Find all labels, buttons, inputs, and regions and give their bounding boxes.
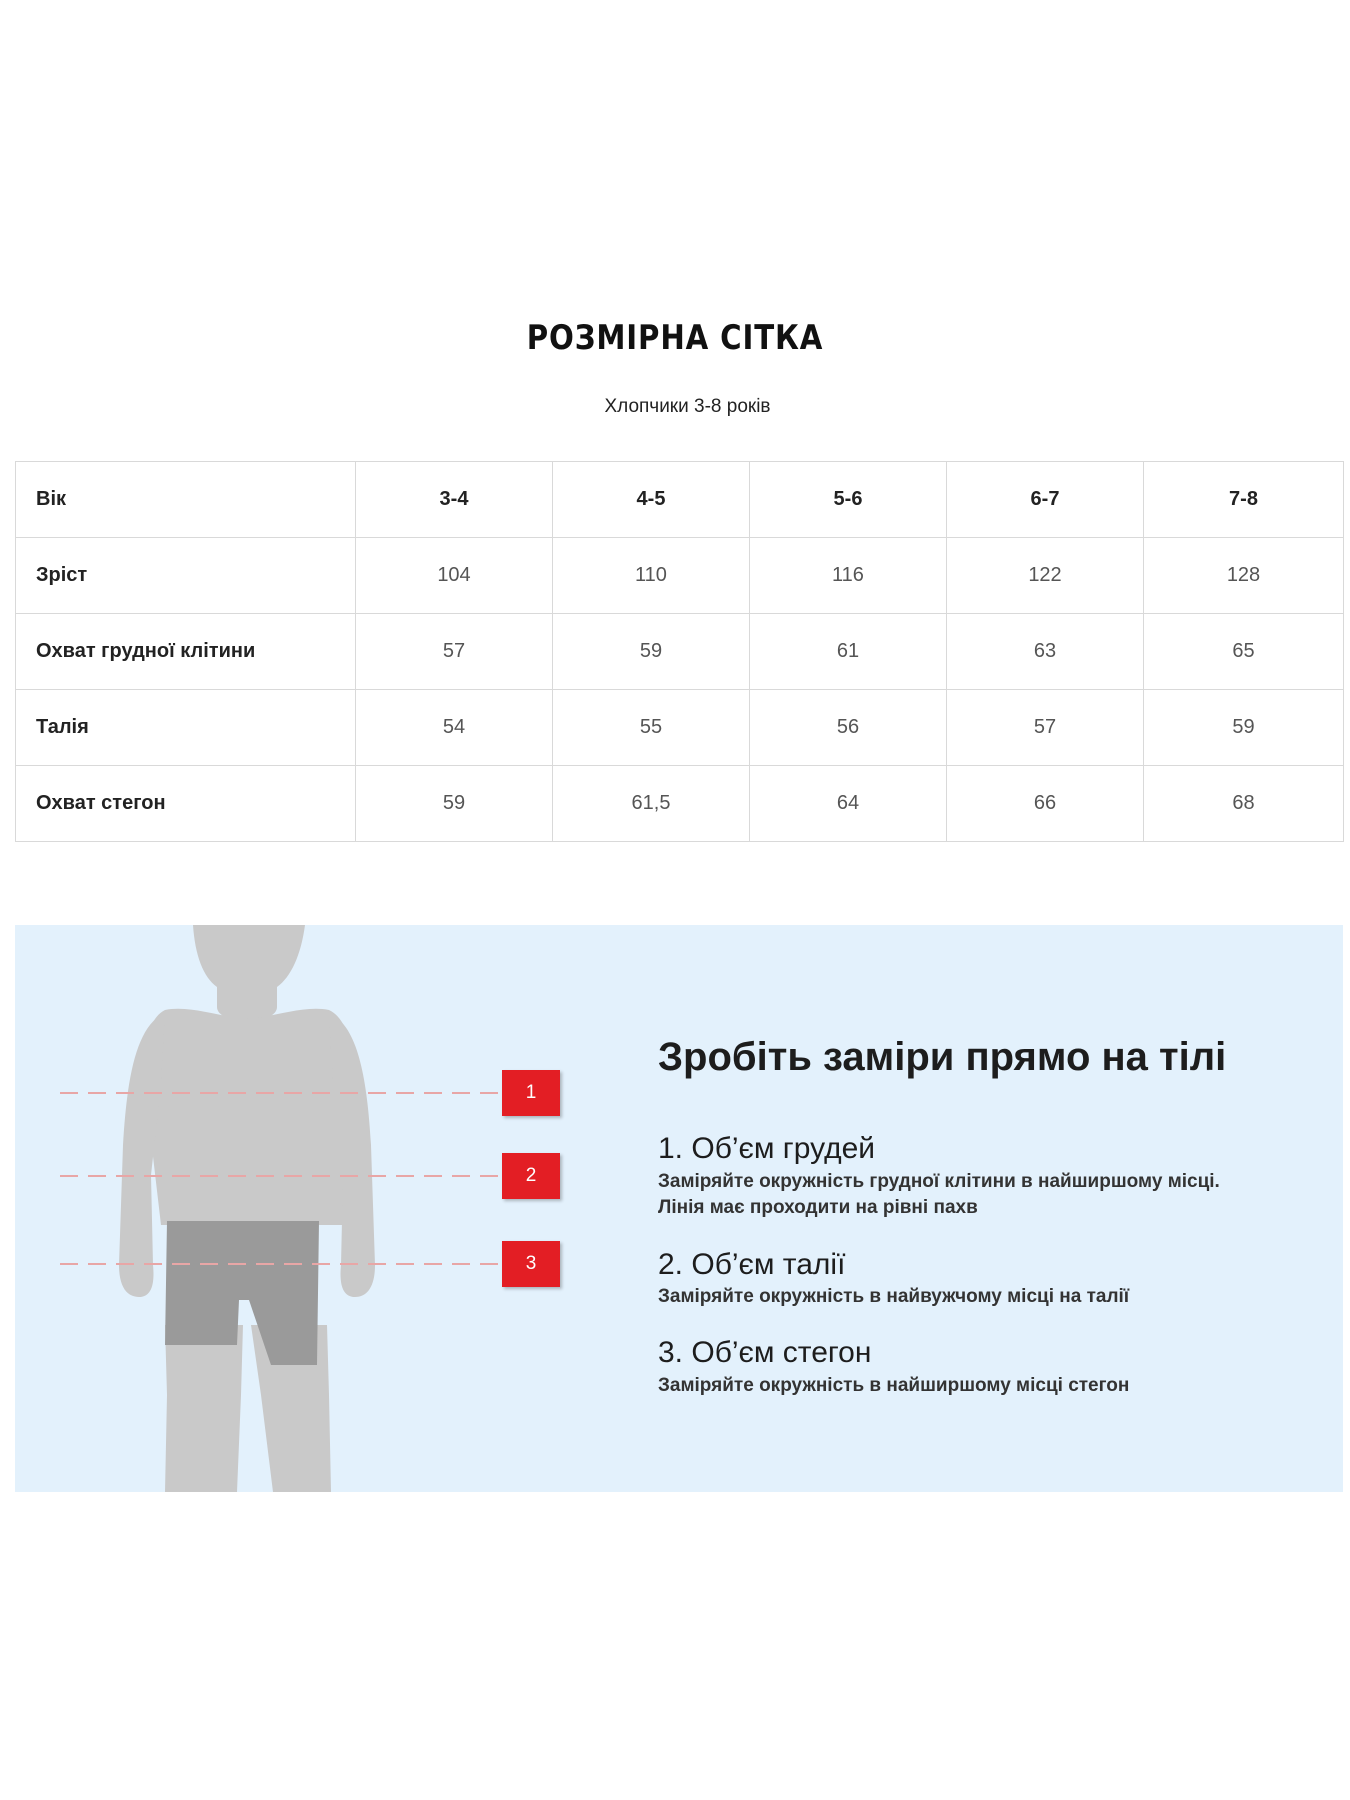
table-row-age bbox=[16, 462, 1344, 538]
step-chest-desc-2: Лінія має проходити на рівні пахв bbox=[658, 1197, 978, 1218]
row-label: Охват грудної клітини bbox=[16, 614, 356, 690]
step-waist-title: 2. Об’єм талії bbox=[658, 1248, 846, 1281]
table-row-chest bbox=[16, 614, 1344, 690]
row-label: Зріст bbox=[16, 538, 356, 614]
table-cell: 7-8 bbox=[1144, 462, 1344, 538]
left-leg-shape bbox=[165, 1325, 243, 1492]
step-waist-desc: Заміряйте окружність в найвужчому місці на талії bbox=[658, 1286, 1130, 1307]
table-cell: 59 bbox=[1144, 690, 1344, 766]
row-label: Охват стегон bbox=[16, 766, 356, 842]
marker-1: 1 bbox=[502, 1070, 560, 1116]
table-cell: 68 bbox=[1144, 766, 1344, 842]
step-hips-desc: Заміряйте окружність в найширшому місці стегон bbox=[658, 1375, 1130, 1396]
table-row-height bbox=[16, 538, 1344, 614]
page-title: РОЗМІРНА СІТКА bbox=[526, 318, 824, 358]
page-subtitle: Хлопчики 3-8 років bbox=[604, 396, 771, 417]
table-cell: 104 bbox=[356, 538, 553, 614]
table-cell: 65 bbox=[1144, 614, 1344, 690]
marker-2: 2 bbox=[502, 1153, 560, 1199]
table-cell: 6-7 bbox=[947, 462, 1144, 538]
table-cell: 5-6 bbox=[750, 462, 947, 538]
table-cell: 55 bbox=[553, 690, 750, 766]
row-label: Талія bbox=[16, 690, 356, 766]
body-silhouette-illustration bbox=[15, 925, 635, 1492]
table-cell: 64 bbox=[750, 766, 947, 842]
table-cell: 110 bbox=[553, 538, 750, 614]
size-table bbox=[15, 461, 1344, 842]
table-cell: 59 bbox=[356, 766, 553, 842]
table-cell: 122 bbox=[947, 538, 1144, 614]
table-cell: 59 bbox=[553, 614, 750, 690]
step-chest-desc-1: Заміряйте окружність грудної клітини в найширшому місці. bbox=[658, 1171, 1220, 1192]
table-cell: 128 bbox=[1144, 538, 1344, 614]
table-cell: 57 bbox=[947, 690, 1144, 766]
table-cell: 66 bbox=[947, 766, 1144, 842]
table-cell: 54 bbox=[356, 690, 553, 766]
torso-shape bbox=[145, 1009, 353, 1225]
guide-heading: Зробіть заміри прямо на тілі bbox=[658, 1035, 1227, 1079]
table-row-waist bbox=[16, 690, 1344, 766]
measurement-guide bbox=[15, 925, 1343, 1492]
table-cell: 61,5 bbox=[553, 766, 750, 842]
table-cell: 63 bbox=[947, 614, 1144, 690]
row-label: Вік bbox=[16, 462, 356, 538]
table-cell: 116 bbox=[750, 538, 947, 614]
head-shape bbox=[193, 925, 305, 1021]
step-chest-title: 1. Об’єм грудей bbox=[658, 1132, 876, 1165]
table-cell: 4-5 bbox=[553, 462, 750, 538]
step-hips-title: 3. Об’єм стегон bbox=[658, 1336, 872, 1369]
table-cell: 61 bbox=[750, 614, 947, 690]
table-row-hips bbox=[16, 766, 1344, 842]
table-cell: 57 bbox=[356, 614, 553, 690]
table-cell: 56 bbox=[750, 690, 947, 766]
table-cell: 3-4 bbox=[356, 462, 553, 538]
marker-3: 3 bbox=[502, 1241, 560, 1287]
